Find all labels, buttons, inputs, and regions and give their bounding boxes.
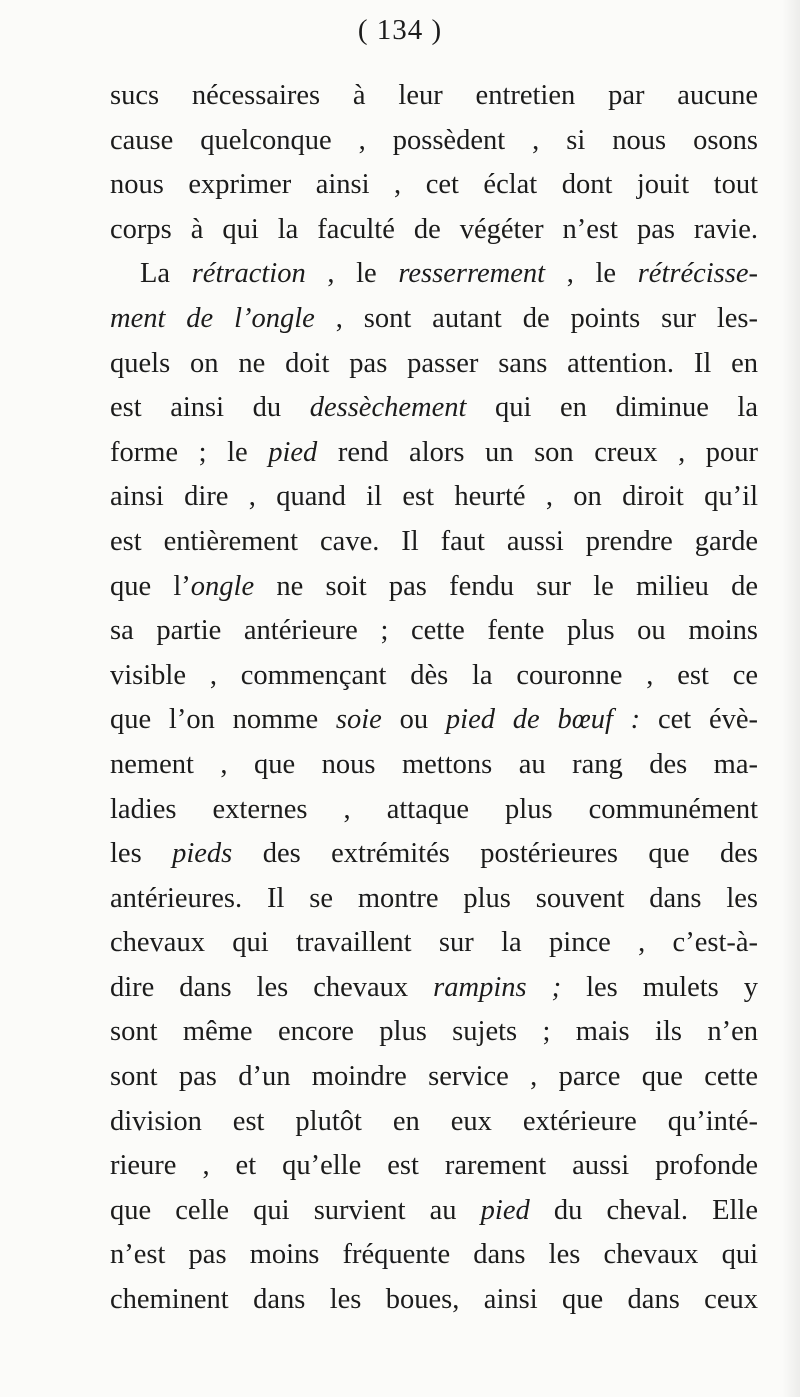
text-run: les mulets y <box>561 971 758 1003</box>
text-line <box>110 1010 758 1055</box>
text-run: , sont autant de points sur les- <box>314 302 758 334</box>
text-run: rieure , et qu’elle est rarement aussi profonde <box>110 1150 758 1182</box>
text-run: dire dans les chevaux <box>110 971 434 1003</box>
italic-term: rétrécisse- <box>637 258 758 290</box>
body-text <box>110 74 758 1323</box>
text-run: ainsi dire , quand il est heurté , on diroit qu’il <box>110 481 758 513</box>
text-line <box>110 1189 758 1234</box>
text-run: ladies externes , attaque plus communément <box>110 793 758 825</box>
text-run: les <box>110 838 173 870</box>
text-run: , le <box>545 258 638 290</box>
text-line <box>110 520 758 565</box>
text-line <box>110 609 758 654</box>
italic-term: resserrement <box>398 258 546 290</box>
text-line <box>110 1233 758 1278</box>
italic-term: rampins ; <box>433 971 562 1003</box>
text-line <box>110 966 758 1011</box>
text-run: rend alors un son creux , pour <box>317 436 758 468</box>
italic-term: ment de l’ongle <box>110 302 315 334</box>
text-line <box>110 698 758 743</box>
text-run: n’est pas moins fréquente dans les chevaux qui <box>110 1239 758 1271</box>
text-line <box>110 386 758 431</box>
text-line <box>110 208 758 253</box>
text-line <box>110 877 758 922</box>
italic-term: pied <box>268 436 318 468</box>
text-line <box>110 119 758 164</box>
text-run: corps à qui la faculté de végéter n’est pas ravie. <box>110 213 758 245</box>
italic-term: ongle <box>190 570 255 602</box>
text-run: sont pas d’un moindre service , parce que cette <box>110 1061 758 1093</box>
text-run: sucs nécessaires à leur entretien par aucune <box>110 80 758 111</box>
text-run: sont même encore plus sujets ; mais ils n’en <box>110 1016 758 1048</box>
italic-term: soie <box>335 704 382 736</box>
text-line <box>110 1278 758 1323</box>
italic-term: pieds <box>172 838 233 870</box>
text-line <box>110 654 758 699</box>
text-line <box>110 342 758 387</box>
text-run: qui en diminue la <box>466 392 758 424</box>
text-line <box>110 565 758 610</box>
text-line <box>110 297 758 342</box>
text-run: division est plutôt en eux extérieure qu’inté- <box>110 1105 758 1137</box>
text-line <box>110 1055 758 1100</box>
text-run: que celle qui survient au <box>110 1194 481 1226</box>
text-run: antérieures. Il se montre plus souvent dans les <box>110 882 758 914</box>
text-run: ou <box>381 704 446 736</box>
page-edge-shadow <box>782 0 800 1397</box>
text-run: cheminent dans les boues, ainsi que dans ceux <box>110 1284 758 1316</box>
page-number: ( 134 ) <box>357 14 443 46</box>
italic-term: rétraction <box>191 258 306 290</box>
italic-term: dessèchement <box>309 392 467 424</box>
text-line <box>110 832 758 877</box>
text-run: cet évè- <box>640 704 758 736</box>
text-line <box>110 252 758 297</box>
text-run: que l’on nomme <box>110 704 336 736</box>
text-run: du cheval. Elle <box>529 1194 758 1226</box>
text-line <box>110 431 758 476</box>
text-line <box>110 163 758 208</box>
text-run: nous exprimer ainsi , cet éclat dont jouit tout <box>110 169 758 201</box>
text-run: cause quelconque , possèdent , si nous osons <box>110 124 758 156</box>
text-line <box>110 1100 758 1145</box>
text-line <box>110 1144 758 1189</box>
italic-term: pied de bœuf : <box>445 704 641 736</box>
text-run: est entièrement cave. Il faut aussi prendre garde <box>110 525 758 557</box>
text-run: sa partie antérieure ; cette fente plus ou moins <box>110 615 758 647</box>
text-run: quels on ne doit pas passer sans attention. Il en <box>110 347 758 379</box>
text-line <box>110 921 758 966</box>
text-run: visible , commençant dès la couronne , est ce <box>110 659 758 691</box>
text-run: La <box>140 258 192 290</box>
text-run: , le <box>305 258 399 290</box>
text-line <box>110 475 758 520</box>
italic-term: pied <box>480 1194 530 1226</box>
text-line <box>110 788 758 833</box>
text-line <box>110 74 758 119</box>
text-run: chevaux qui travaillent sur la pince , c’est-à- <box>110 927 758 959</box>
text-run: que l’ <box>110 570 191 602</box>
text-run: nement , que nous mettons au rang des ma- <box>110 748 758 780</box>
text-line <box>110 743 758 788</box>
text-run: ne soit pas fendu sur le milieu de <box>254 570 758 602</box>
text-run: des extrémités postérieures que des <box>232 838 758 870</box>
text-run: est ainsi du <box>110 392 310 424</box>
text-run: forme ; le <box>110 436 269 468</box>
